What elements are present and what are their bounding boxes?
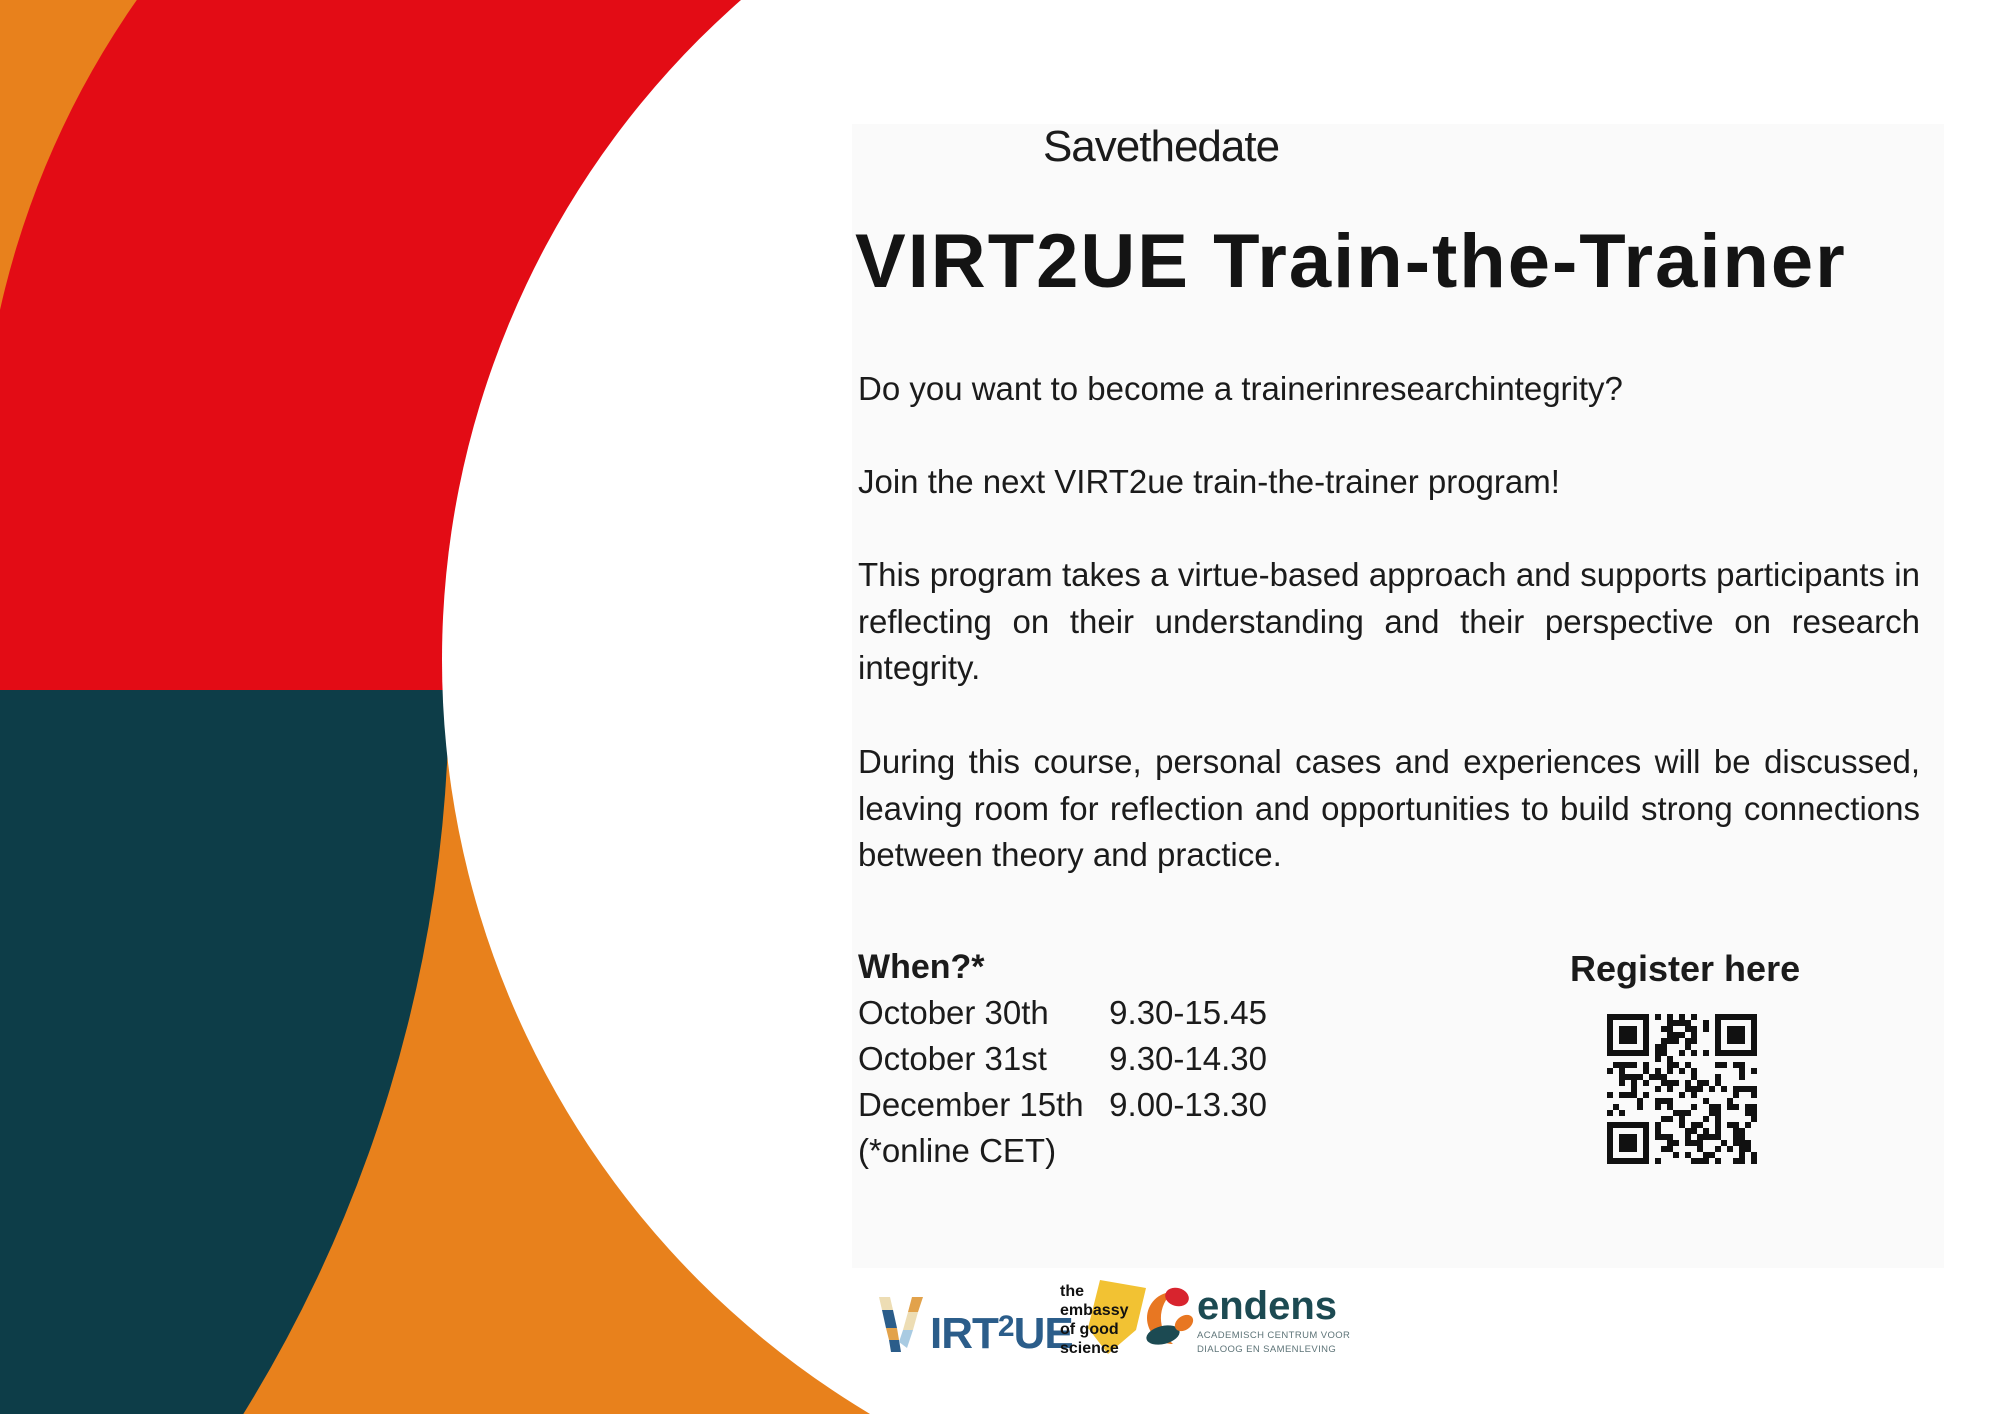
embassy-wordmark: the embassy of good science (1060, 1283, 1129, 1357)
schedule-date: October 30th (858, 994, 1049, 1031)
paragraph-question: Do you want to become a trainerinresearchintegrity? (858, 370, 1623, 407)
xendens-tagline: ACADEMISCH CENTRUM VOOR DIALOOG EN SAMENLEVING (1197, 1330, 1351, 1355)
qr-canvas (1607, 1014, 1757, 1164)
schedule-row (858, 1086, 1267, 1124)
virt2ue-logo (878, 1296, 1073, 1358)
kicker: Savethedate (1042, 122, 1280, 171)
schedule-row (858, 994, 1267, 1032)
schedule-time: 9.30-14.30 (1109, 1040, 1267, 1077)
register-label: Register here (1570, 948, 1801, 989)
page-title: VIRT2UE Train-the-Trainer (855, 219, 1847, 304)
paragraph-program: This program takes a virtue-based approach and supports participants in reflecting on their understanding and their perspective on research integrity. (858, 556, 1920, 686)
xendens-logo (1143, 1286, 1350, 1357)
xendens-wordmark: endens (1197, 1284, 1338, 1328)
qr-code (1607, 1014, 1757, 1164)
schedule-time: 9.30-15.45 (1109, 994, 1267, 1031)
schedule-date: December 15th (858, 1086, 1084, 1123)
virt2ue-wordmark: IRT$^2$UE (930, 1309, 1073, 1358)
schedule-date: October 31st (858, 1040, 1047, 1077)
paragraph-course: During this course, personal cases and experiences will be discussed, leaving room for reflection and opportunities to build strong connections between theory and practice. (858, 743, 1920, 873)
schedule-note: (*online CET) (858, 1132, 1057, 1169)
schedule-time: 9.00-13.30 (1109, 1086, 1267, 1123)
virt2ue-v-icon (878, 1296, 926, 1354)
schedule-heading: When?* (858, 948, 985, 986)
xendens-x-icon (1143, 1286, 1195, 1348)
schedule-row (858, 1040, 1267, 1078)
paragraph-join: Join the next VIRT2ue train-the-trainer program! (858, 463, 1560, 500)
